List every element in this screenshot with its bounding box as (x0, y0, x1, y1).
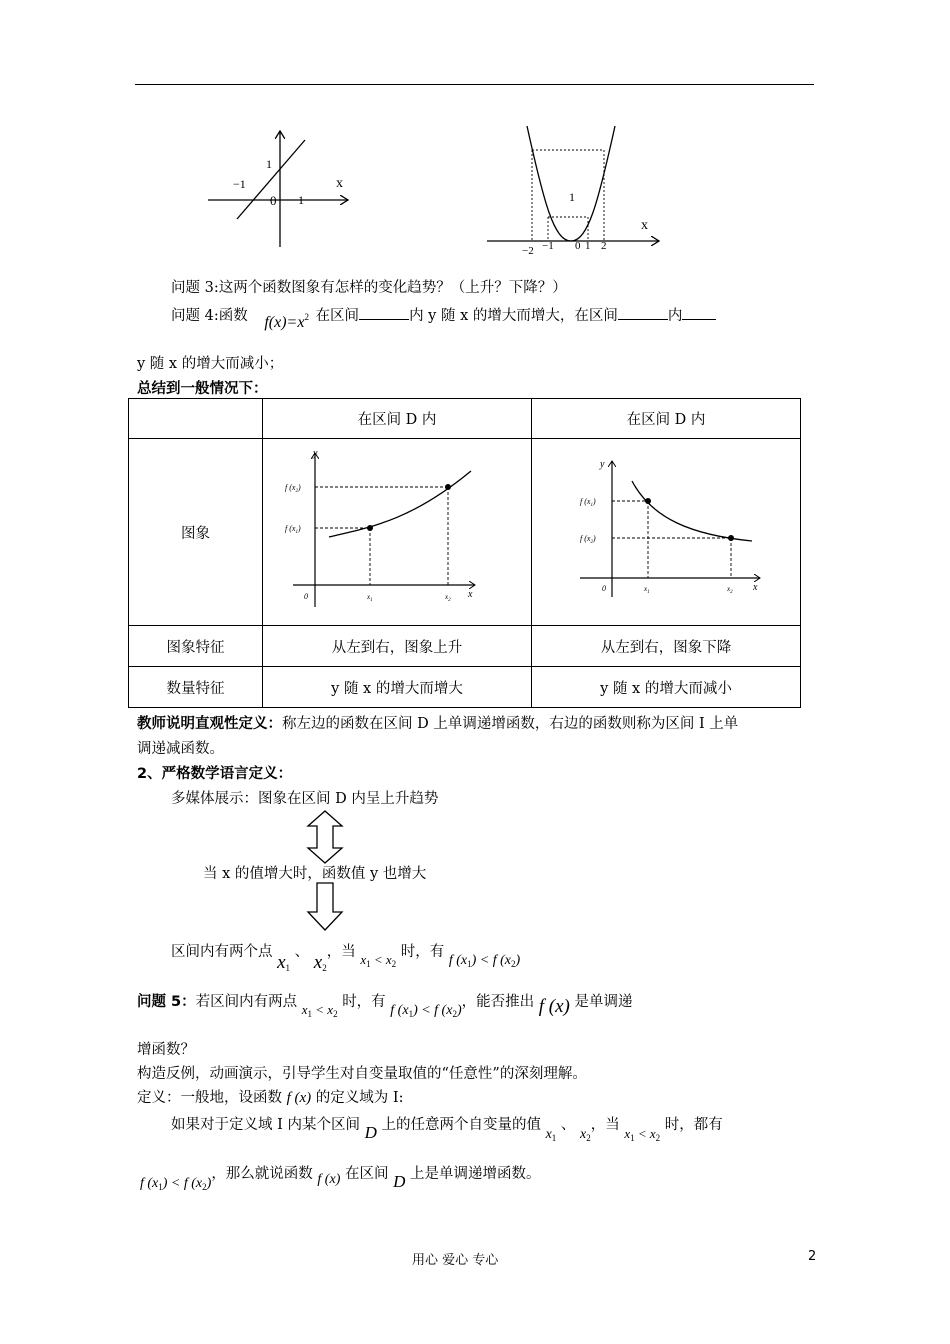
graph-increasing-cell (263, 439, 532, 626)
points-prefix: 区间内有两个点 (171, 944, 273, 960)
label-neg-one: −1 (542, 240, 554, 252)
math-fx: f (x) (286, 1090, 312, 1106)
math-x2: $x_2$ (580, 1127, 591, 1143)
table-header-right: 在区间 D 内 (532, 399, 801, 439)
points-dang: ，当 (326, 944, 356, 960)
parabola-curve (527, 126, 615, 241)
x-axis-label: x (641, 218, 648, 233)
header-rule (135, 84, 814, 85)
x-axis-label: x (336, 176, 343, 191)
page-number: 2 (808, 1249, 817, 1264)
def-intro-b: 的定义域为 I: (315, 1090, 404, 1106)
point-2 (445, 484, 451, 490)
math-fx: f (x) (538, 996, 570, 1017)
label-fx2: f $(x_2)$ (285, 483, 301, 494)
label-fx1: f $(x_1)$ (580, 497, 596, 508)
counter-example: 构造反例，动画演示，引导学生对自变量取值的“任意性”的深刻理解。 (137, 1066, 587, 1082)
q5-bold: 问题 5： (137, 994, 196, 1010)
math-fx1-lt-fx2: f $(x_1) < f$ $(x_2)$ (390, 1003, 462, 1019)
quantity-right: y 随 x 的增大而减小 (532, 667, 801, 708)
label-x1: $x_1$ (644, 585, 650, 595)
quantity-left: y 随 x 的增大而增大 (263, 667, 532, 708)
q5-can: ，能否推出 (461, 994, 535, 1010)
label-origin: 0 (304, 592, 308, 601)
label-one-x: 1 (298, 193, 304, 207)
down-arrow-icon (305, 882, 345, 932)
teacher-def-text: 称左边的函数在区间 D 上单调递增函数，右边的函数则称为区间 I 上单 (282, 716, 739, 732)
label-x: x (468, 589, 473, 600)
math-x1-lt-x2: $x_1 < x_2$ (301, 1002, 338, 1019)
math-x2: $x_2$ (313, 952, 327, 973)
footer-motto: 用心 爱心 专心 (412, 1253, 499, 1268)
label-one-y: 1 (266, 157, 272, 171)
question-4-line2: y 随 x 的增大而减小； (137, 356, 284, 372)
def-line2-b: 在区间 (344, 1166, 389, 1182)
label-origin: 0 (270, 193, 277, 208)
graph-decreasing-cell (532, 439, 801, 626)
q5-is: 是单调递 (574, 994, 633, 1010)
math-D: D (364, 1123, 377, 1142)
math-fx1-lt-fx2: f $(x_1) < f$ $(x_2)$ (448, 953, 521, 969)
label-y: y (313, 448, 318, 459)
points-sep: 、 (294, 944, 310, 960)
label-one-x: 1 (585, 240, 591, 252)
table-corner (129, 399, 263, 439)
teacher-definition (137, 712, 738, 733)
double-arrow-icon (305, 810, 345, 864)
summary-table (128, 398, 801, 708)
q5-then: 时，有 (342, 994, 386, 1010)
def-intro-a: 定义：一般地，设函数 (137, 1090, 282, 1106)
point-1 (367, 525, 373, 531)
math-x1: $x_1$ (277, 952, 291, 973)
label-x1: $x_1$ (367, 593, 373, 603)
q4-eq: $=x^2$ (286, 312, 309, 331)
def-line2-c: 上是单调递增函数。 (409, 1166, 541, 1182)
feature-left: 从左到右，图象上升 (263, 626, 532, 667)
label-origin: 0 (602, 584, 606, 593)
label-origin: 0 (575, 240, 581, 252)
q4-blank-3[interactable] (682, 305, 716, 320)
label-neg-two: −2 (522, 245, 534, 257)
question-4 (171, 304, 716, 331)
media-line: 多媒体展示：图象在区间 D 内呈上升趋势 (171, 791, 439, 807)
decreasing-curve (632, 481, 752, 541)
math-x1-lt-x2: $x_1 < x_2$ (624, 1126, 661, 1143)
q4-blank-1[interactable] (359, 305, 409, 320)
teacher-def-bold: 教师说明直观性定义： (137, 716, 282, 732)
label-two-x: 2 (601, 240, 607, 252)
label-fx2: f $(x_2)$ (580, 534, 596, 545)
graph-decreasing (532, 439, 800, 625)
question-5-line2: 增函数？ (137, 1042, 195, 1058)
label-x: x (753, 582, 758, 593)
question-3: 问题 3:这两个函数图象有怎样的变化趋势？（上升？下降？） (171, 280, 567, 296)
label-neg-one: −1 (233, 177, 246, 191)
def-line1-e: 时，都有 (664, 1117, 723, 1133)
graph-parabola (484, 123, 664, 263)
q4-prefix: 问题 4:函数 (171, 308, 248, 324)
table-header-left: 在区间 D 内 (263, 399, 532, 439)
label-y: y (600, 459, 605, 470)
strict-heading: 2、严格数学语言定义： (137, 766, 293, 782)
feature-right: 从左到右，图象下降 (532, 626, 801, 667)
when-line: 当 x 的值增大时，函数值 y 也增大 (203, 866, 427, 882)
def-line1-b: 上的任意两个自变量的值 (381, 1117, 541, 1133)
def-line2-a: ，那么就说函数 (211, 1166, 313, 1182)
definition-line1 (171, 1113, 723, 1143)
def-line1-d: ，当 (590, 1117, 620, 1133)
math-x1: $x_1$ (545, 1127, 557, 1143)
points-line (171, 940, 521, 973)
label-x2: $x_2$ (445, 593, 451, 603)
math-fx: f (x) (317, 1172, 341, 1187)
question-5 (137, 990, 633, 1019)
q5-text: 若区间内有两点 (195, 994, 298, 1010)
q4-func: f(x) (264, 314, 287, 331)
definition-intro (137, 1086, 404, 1107)
math-x1-lt-x2: $x_1 < x_2$ (360, 952, 397, 969)
graph-increasing (263, 439, 531, 625)
row-label-quantity: 数量特征 (129, 667, 263, 708)
q4-interval-1: 在区间 (315, 308, 360, 324)
label-x2: $x_2$ (727, 585, 733, 595)
q4-mid: 内 y 随 x 的增大而增大，在区间 (409, 308, 618, 324)
definition-line2 (140, 1162, 541, 1192)
def-line1-c: 、 (560, 1117, 576, 1133)
point-2 (728, 535, 734, 541)
q4-inside: 内 (667, 308, 683, 324)
graph-linear (200, 125, 360, 255)
def-line1-a: 如果对于定义域 I 内某个区间 (171, 1117, 360, 1133)
summary-heading: 总结到一般情况下： (137, 381, 268, 397)
math-D: D (393, 1172, 406, 1191)
label-fx1: f $(x_1)$ (285, 524, 301, 535)
row-label-image: 图象 (129, 439, 263, 626)
row-label-feature: 图象特征 (129, 626, 263, 667)
increasing-curve (329, 471, 471, 537)
teacher-definition-line2: 调递减函数。 (137, 741, 224, 757)
label-one-y: 1 (569, 190, 575, 204)
points-then: 时，有 (400, 944, 445, 960)
point-1 (645, 498, 651, 504)
math-fx1-lt-fx2: f $(x_1) < f$ $(x_2)$ (140, 1176, 212, 1192)
q4-blank-2[interactable] (618, 305, 668, 320)
